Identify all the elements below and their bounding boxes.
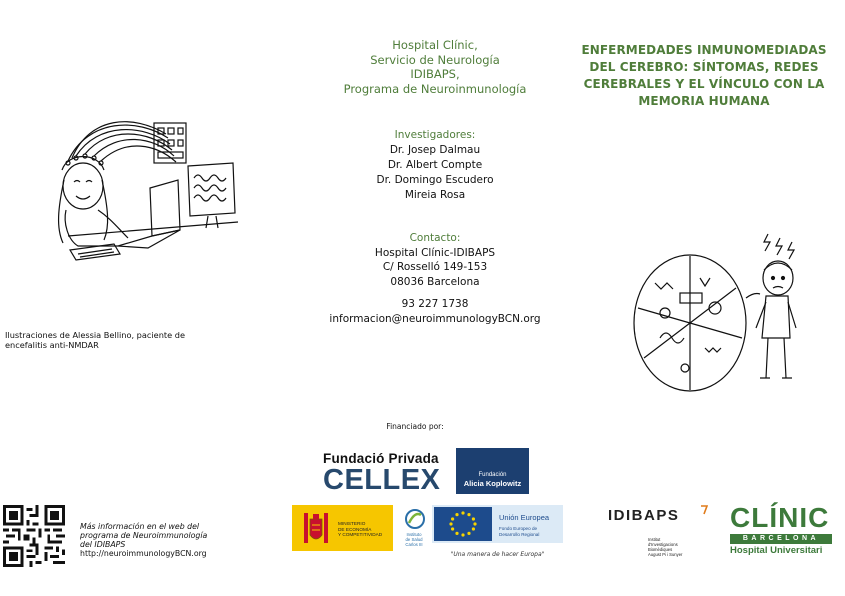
contact-email[interactable]: informacion@neuroimmunologyBCN.org bbox=[329, 312, 541, 325]
ministerio-logo bbox=[292, 505, 393, 551]
more-info-url[interactable]: http://neuroimmunologyBCN.org bbox=[80, 549, 207, 558]
eu-flag-icon bbox=[434, 507, 492, 541]
isciii-icon bbox=[403, 507, 427, 531]
contact-address-line: C/ Rosselló 149-153 bbox=[382, 261, 488, 273]
investigators-block bbox=[320, 128, 550, 203]
spain-coat-of-arms-icon bbox=[300, 511, 332, 545]
eeg-girl-illustration bbox=[28, 118, 258, 268]
idibaps-mark-icon bbox=[700, 505, 708, 515]
investigators-heading: Investigadores: bbox=[394, 129, 476, 141]
ministerio-line: DE ECONOMÍA bbox=[338, 526, 372, 532]
carlos3-line: de Salud bbox=[405, 537, 423, 542]
idibaps-logo bbox=[608, 507, 708, 567]
investigator-name: Dr. Domingo Escudero bbox=[376, 174, 494, 186]
institution-line: Servicio de Neurología bbox=[370, 52, 500, 67]
qr-code-icon[interactable] bbox=[3, 505, 65, 567]
idibaps-sub-line: Biomèdiques bbox=[648, 547, 673, 552]
investigator-name: Dr. Josep Dalmau bbox=[389, 144, 481, 156]
carlos3-line: Instituto bbox=[406, 532, 422, 537]
eu-logo bbox=[432, 505, 563, 543]
investigator-name: Dr. Albert Compte bbox=[387, 159, 483, 171]
carlos3-line: Carlos III bbox=[405, 542, 423, 547]
eu-fund-text bbox=[499, 526, 539, 537]
brochure-title: ENFERMEDADES INMUNOMEDIADAS DEL CEREBRO: SÍNTOMAS, REDES CEREBRALES Y EL VÍNCULO CON LA MEMORIA HUMANA bbox=[581, 43, 827, 108]
more-info-block bbox=[80, 522, 255, 558]
contact-address-line: Hospital Clínic-IDIBAPS bbox=[374, 246, 496, 259]
carlos3-logo bbox=[398, 505, 430, 551]
more-info-line: Más información en el web del bbox=[80, 522, 200, 531]
idibaps-sub-line: August Pi i Sunyer bbox=[648, 552, 683, 557]
illustration-caption: Ilustraciones de Alessia Bellino, paciente de encefalitis anti-NMDAR bbox=[5, 330, 185, 350]
clinic-hospital: Hospital Universitari bbox=[730, 545, 823, 556]
idibaps-name: IDIBAPS bbox=[608, 507, 680, 524]
institution-line: Programa de Neuroinmunología bbox=[343, 81, 527, 96]
eu-fund-line: Desarrollo Regional bbox=[499, 531, 540, 537]
clinic-logo bbox=[730, 503, 832, 565]
institution-line: Hospital Clínic, bbox=[392, 38, 478, 52]
ministerio-line: MINISTERIO bbox=[338, 521, 366, 526]
contact-phone[interactable]: 93 227 1738 bbox=[401, 298, 469, 310]
institution-header bbox=[290, 38, 580, 96]
eu-slogan: "Una manera de hacer Europa" bbox=[450, 551, 545, 558]
koplowitz-logo bbox=[456, 448, 529, 494]
cellex-line1: Fundació Privada bbox=[323, 451, 439, 466]
koplowitz-line2: Alicia Koplowitz bbox=[463, 479, 522, 488]
thinking-boy-illustration bbox=[630, 228, 815, 393]
cellex-line2: CELLEX bbox=[323, 464, 441, 496]
idibaps-sub-line: Institut bbox=[648, 537, 661, 542]
funded-by-label: Financiado por: bbox=[386, 422, 444, 431]
cellex-logo bbox=[323, 451, 448, 497]
ministerio-text bbox=[338, 521, 382, 538]
clinic-city: BARCELONA bbox=[730, 534, 832, 544]
more-info-line: programa de Neuroimmunología bbox=[80, 531, 208, 540]
carlos3-text bbox=[398, 532, 430, 547]
clinic-name: CLÍNIC bbox=[730, 502, 830, 533]
contact-address-line: 08036 Barcelona bbox=[390, 275, 480, 288]
idibaps-subtitle bbox=[648, 537, 682, 557]
contact-block bbox=[300, 231, 570, 326]
idibaps-sub-line: d'Investigacions bbox=[648, 542, 678, 547]
more-info-line: del IDIBAPS bbox=[80, 540, 126, 549]
ministerio-line: Y COMPETITIVIDAD bbox=[338, 532, 383, 538]
institution-line: IDIBAPS, bbox=[410, 67, 460, 81]
investigator-name: Mireia Rosa bbox=[404, 189, 466, 201]
contact-heading: Contacto: bbox=[409, 232, 461, 244]
eu-title: Unión Europea bbox=[499, 513, 550, 522]
koplowitz-line1: Fundación bbox=[478, 472, 507, 478]
eu-fund-line: Fondo Europeo de bbox=[499, 526, 538, 531]
